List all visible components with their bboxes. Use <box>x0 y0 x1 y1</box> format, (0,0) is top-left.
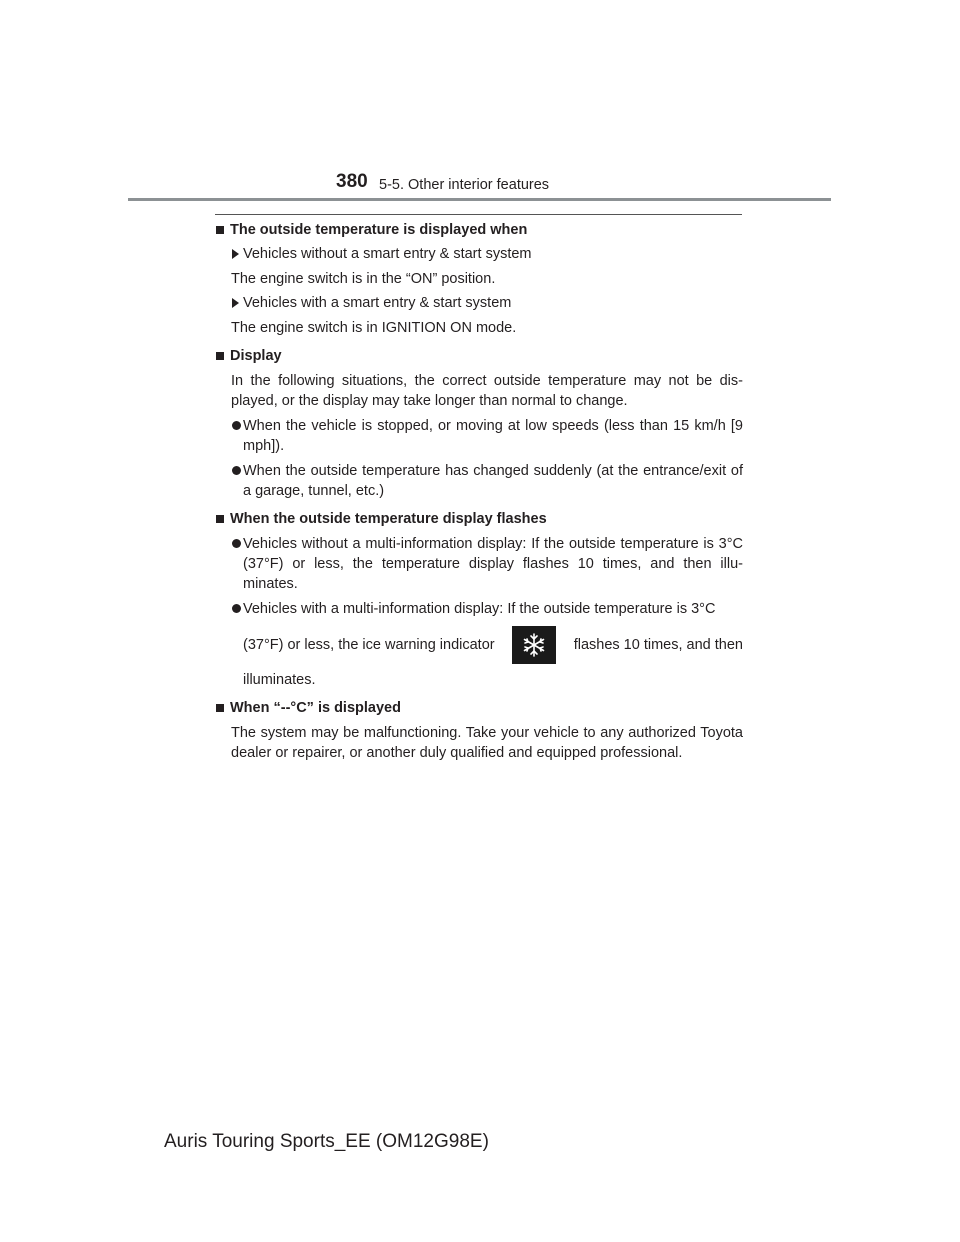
footer-model: Auris Touring Sports_EE (OM12G98E) <box>164 1131 489 1152</box>
square-bullet-icon <box>216 226 224 234</box>
square-bullet-icon <box>216 515 224 523</box>
bullet-with-multi-info: Vehicles with a multi-information display: If the outside temperature is 3°C (37°F) or less, the ice warning indicator flashes 10 times, and then illuminates. <box>215 599 743 690</box>
round-bullet-icon <box>232 539 241 548</box>
round-bullet-icon <box>232 421 241 430</box>
paragraph-on-position: The engine switch is in the “ON” position. <box>231 271 496 287</box>
paragraph-ignition-on: The engine switch is in IGNITION ON mode. <box>231 320 517 336</box>
heading-display: Display <box>215 346 743 366</box>
square-bullet-icon <box>216 704 224 712</box>
ice-indicator-line: (37°F) or less, the ice warning indicator flashes 10 times, and then <box>243 626 743 664</box>
subheading-without-smart-entry: Vehicles without a smart entry & start system <box>215 244 743 264</box>
header-rule <box>128 198 831 201</box>
page-number: 380 <box>336 171 368 192</box>
subheading-with-smart-entry: Vehicles with a smart entry & start system <box>215 293 743 313</box>
heading-display-flashes: When the outside temperature display flashes <box>215 509 743 529</box>
bullet-sudden-change: When the outside temperature has changed suddenly (at the entrance/exit of a garage, tunnel, etc.) <box>215 461 743 501</box>
paragraph-malfunction: The system may be malfunctioning. Take your vehicle to any authorized Toyota dealer or repairer, or another duly qualified and equipped professional. <box>231 725 743 761</box>
snowflake-icon <box>512 626 556 664</box>
round-bullet-icon <box>232 604 241 613</box>
triangle-bullet-icon <box>232 249 239 259</box>
section-title: 5-5. Other interior features <box>379 177 550 193</box>
main-content <box>215 218 743 763</box>
bullet-without-multi-info: Vehicles without a multi-information display: If the outside temperature is 3°C (37°F) or less, the temperature display flashes 10 times, and then illu-minates. <box>215 534 743 594</box>
triangle-bullet-icon <box>232 298 239 308</box>
paragraph-display-situations: In the following situations, the correct outside temperature may not be dis-played, or the display may take longer than normal to change. <box>231 373 743 409</box>
bullet-low-speed: When the vehicle is stopped, or moving at low speeds (less than 15 km/h [9 mph]). <box>215 416 743 456</box>
content-rule <box>215 214 742 215</box>
square-bullet-icon <box>216 352 224 360</box>
page-header <box>0 0 960 205</box>
heading-dash-displayed: When “--°C” is displayed <box>215 698 743 718</box>
round-bullet-icon <box>232 466 241 475</box>
heading-temperature-displayed: The outside temperature is displayed when <box>215 220 743 240</box>
